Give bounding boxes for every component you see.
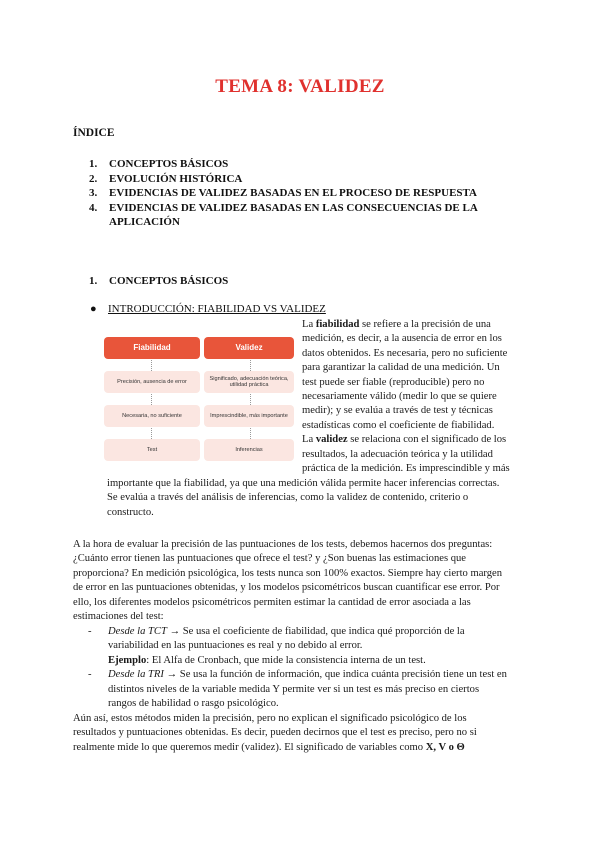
bold-term: X, V o Θ — [425, 741, 465, 753]
toc-text: EVOLUCIÓN HISTÓRICA — [109, 172, 243, 185]
text-run: se relaciona con el significado de los — [347, 434, 507, 446]
text-run: : El Alfa de Cronbach, que mide la consistencia interna de un test. — [146, 654, 426, 666]
text-line: A la hora de evaluar la precisión de las puntuaciones de los tests, debemos hacernos dos preguntas: — [73, 539, 493, 550]
toc-number: 1. — [89, 158, 98, 170]
bullet-item — [90, 303, 326, 315]
bold-term: fiabilidad — [315, 319, 360, 330]
dash-list — [88, 625, 578, 711]
text-run: se refiere a la precisión de una — [359, 319, 491, 330]
text-line — [302, 318, 572, 332]
section-title: CONCEPTOS BÁSICOS — [109, 275, 229, 287]
text-line — [88, 654, 578, 668]
subsection-title: INTRODUCCIÓN: FIABILIDAD VS VALIDEZ — [108, 303, 326, 315]
text-line — [73, 741, 578, 755]
list-item — [88, 625, 578, 639]
text-run: La — [302, 319, 316, 330]
italic-term: Desde la TCT — [108, 626, 167, 637]
text-run: Se usa la función de información, que indica cuánta precisión tiene un test en — [179, 669, 507, 681]
table-of-contents — [89, 157, 519, 230]
list-item — [88, 668, 578, 682]
toc-item — [89, 186, 519, 201]
text-run: Se usa el coeficiente de fiabilidad, que indica qué proporción de la — [182, 626, 465, 637]
text-line: variabilidad en las puntuaciones es real y no debido al error. — [108, 640, 363, 652]
bold-term: validez — [315, 434, 348, 446]
paragraph — [73, 712, 578, 755]
italic-term: Desde la TRI — [108, 669, 164, 681]
toc-text: EVIDENCIAS DE VALIDEZ BASADAS EN EL PROCESO DE RESPUESTA — [109, 187, 477, 199]
fiabilidad-item: Test — [104, 439, 200, 461]
fiabilidad-item: Precisión, ausencia de error — [104, 371, 200, 393]
toc-item — [89, 157, 519, 172]
text-line — [302, 433, 572, 447]
dash-marker: - — [88, 626, 92, 637]
fiabilidad-header: Fiabilidad — [104, 337, 200, 359]
validez-item: Imprescindible, más importante — [204, 405, 294, 427]
index-heading: ÍNDICE — [73, 127, 115, 139]
paragraph — [73, 538, 573, 624]
section-heading — [89, 275, 228, 287]
toc-text: CONCEPTOS BÁSICOS — [109, 158, 229, 170]
toc-number: 3. — [89, 187, 98, 199]
text-line: resultados, la adecuación teórica y la utilidad — [302, 448, 493, 460]
toc-text: EVIDENCIAS DE VALIDEZ BASADAS EN LAS CONSECUENCIAS DE LA APLICACIÓN — [109, 201, 478, 228]
paragraph-continuation — [107, 477, 577, 520]
text-line: estadísticas como el coeficiente de fiabilidad. — [302, 419, 495, 431]
toc-item — [89, 201, 519, 230]
text-line: para garantizar la calidad de una medición. Un — [302, 362, 500, 374]
bold-term: Ejemplo — [108, 654, 147, 666]
text-line: proporciona? En medición psicológica, los tests nunca son 100% exactos. Siempre hay cierto margen — [73, 567, 503, 579]
toc-item — [89, 172, 519, 187]
text-line: práctica de la medición. Es imprescindible y más — [302, 463, 510, 475]
bullet-icon: ● — [90, 303, 97, 315]
side-paragraph — [302, 318, 572, 476]
text-run: realmente mide lo que queremos medir (validez). El significado de variables como — [73, 741, 426, 753]
text-line: test puede ser fiable (reproducible) pero no — [302, 376, 485, 388]
text-run: La — [302, 434, 316, 446]
text-line: distintos niveles de la variable medida Y permite ver si un test es más preciso en ciertos — [108, 683, 480, 695]
text-line: de error en las puntuaciones obtenidas, y los modelos psicométricos buscan cuantificar ese error. Por — [73, 582, 500, 594]
arrow-icon: → — [166, 626, 183, 637]
text-line: ¿Cuánto error tienen las puntuaciones que ofrece el test? y ¿Son buenas las estimaciones que — [73, 553, 467, 565]
text-line: resultados y puntuaciones obtenidas. Es decir, pueden decirnos que el test es preciso, pero no si — [73, 727, 477, 739]
toc-number: 4. — [89, 201, 98, 214]
text-line: importante que la fiabilidad, ya que una medición válida permite hacer inferencias correctas. — [107, 478, 500, 489]
validez-header: Validez — [204, 337, 294, 359]
toc-number: 2. — [89, 172, 98, 185]
section-number: 1. — [89, 275, 98, 287]
text-line: datos obtenidos. Es necesaria, pero no suficiente — [302, 347, 508, 359]
text-line: necesariamente válido (medir lo que se quiere — [302, 391, 497, 403]
validez-item: Significado, adecuación teórica, utilidad práctica — [204, 371, 294, 393]
text-line: Aún así, estos métodos miden la precisión, pero no explican el significado psicológico de los — [73, 713, 467, 724]
text-line: medición, es decir, a la ausencia de error en los — [302, 333, 502, 345]
fiabilidad-item: Necesaria, no suficiente — [104, 405, 200, 427]
text-line: estimaciones del test: — [73, 611, 164, 623]
arrow-icon: → — [163, 669, 180, 681]
text-line: ello, los diferentes modelos psicométricos permiten estimar la cantidad de error asociada a las — [73, 596, 471, 608]
page-title: TEMA 8: VALIDEZ — [215, 76, 385, 97]
text-line: rangos de habilidad o rasgo psicológico. — [108, 698, 279, 710]
text-line: constructo. — [107, 506, 154, 518]
text-line: Se evalúa a través del análisis de inferencias, como la validez de contenido, criterio o — [107, 492, 469, 504]
validez-item: Inferencias — [204, 439, 294, 461]
text-line: medir); y se evalúa a través de test y técnicas — [302, 405, 493, 417]
comparison-figure — [104, 337, 294, 465]
dash-marker: - — [88, 669, 92, 681]
